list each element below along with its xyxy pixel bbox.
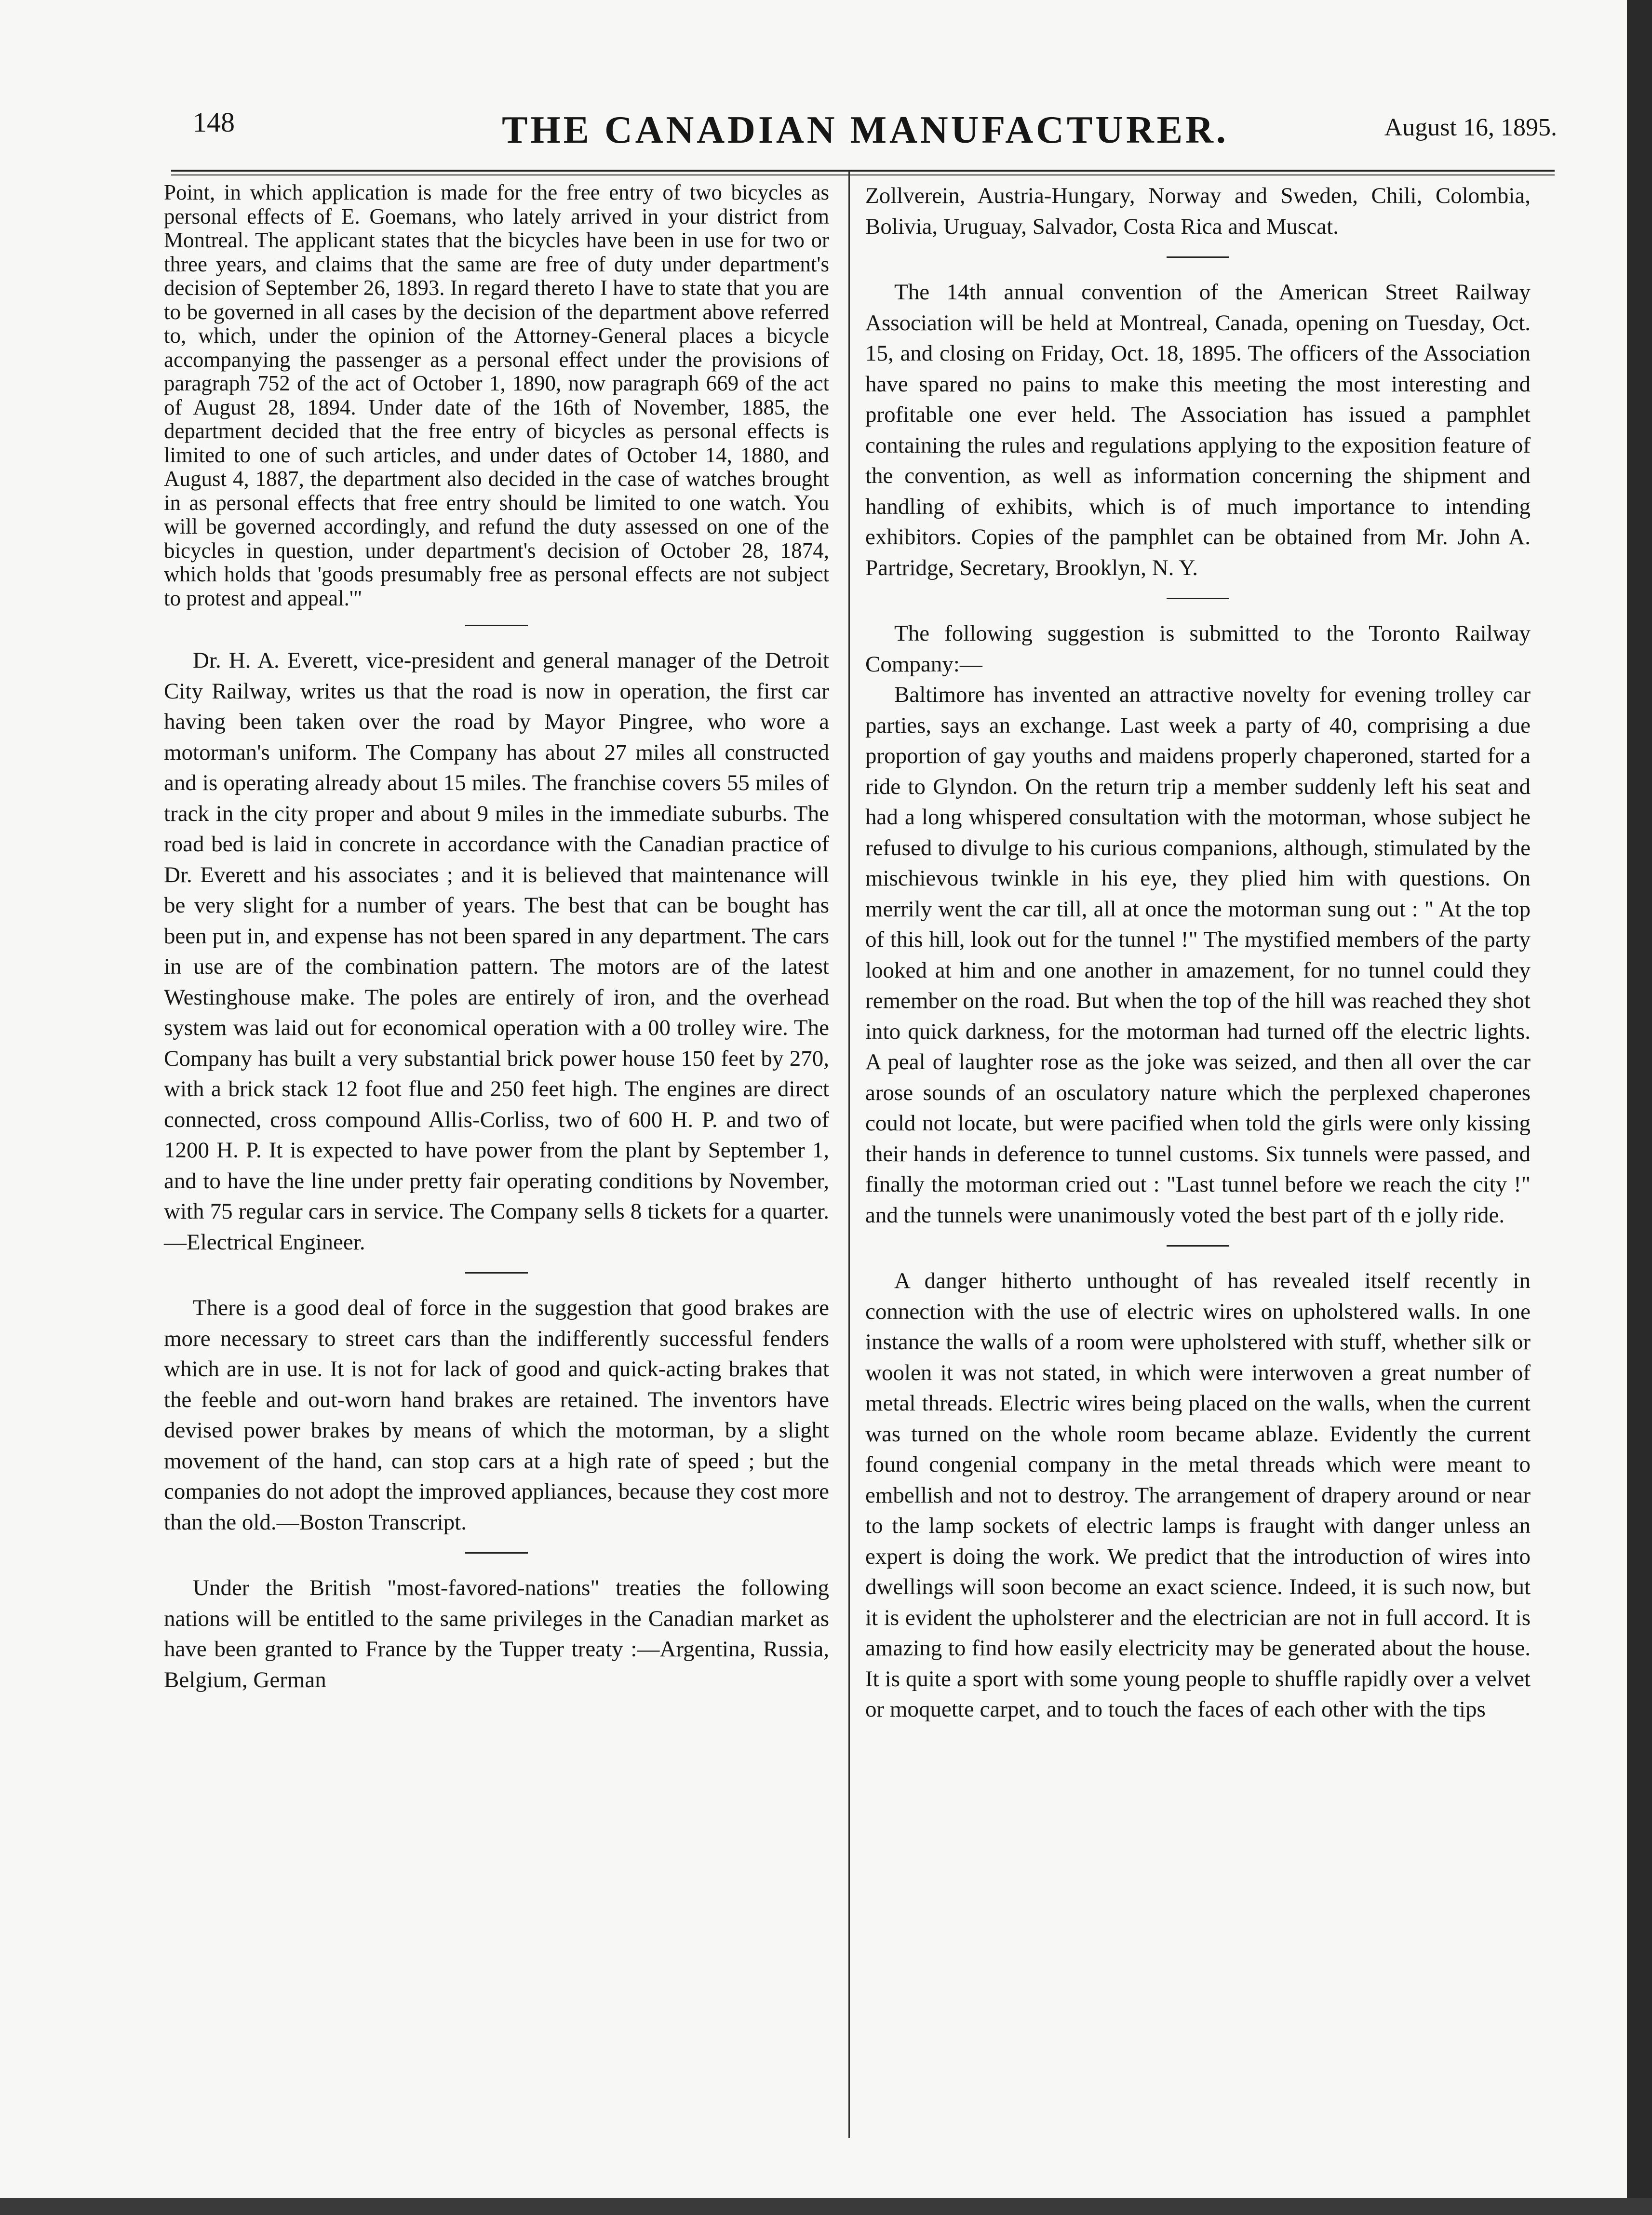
issue-date: August 16, 1895. [1384, 114, 1557, 141]
article-separator [1167, 598, 1229, 599]
article-separator [1167, 256, 1229, 258]
column-divider [848, 171, 850, 2138]
article-street-railway-convention: The 14th annual convention of the American Street Railway Association will be held at Montreal, Canada, opening on Tuesday, Oct. 15, and closing on Friday, Oct. 18, 1895. The officers of the Association have spared no pains to make this meeting the most interesting and profitable one ever held. The Association has issued a pamphlet containing the rules and regulations applying to the exposition feature of the convention, as well as information concerning the shipment and handling of exhibits, which is of much importance to intending exhibitors. Copies of the pamphlet can be obtained from Mr. John A. Partridge, Secretary, Brooklyn, N. Y. [865, 280, 1531, 580]
article-favored-nations: Under the British "most-favored-nations" treaties the following nations will be entitled to the same privileges in the Canadian market as have been granted to France by the Tupper treaty :—Argentina, Russia, Belgium, German [164, 1575, 829, 1692]
right-column [865, 181, 1531, 1725]
scan-edge-bottom [0, 2198, 1652, 2215]
article-trolley-tunnel: Baltimore has invented an attractive novelty for evening trolley car parties, says an exchange. Last week a party of 40, comprising a due proportion of gay youths and maidens properly chaperoned, started for a ride to Glyndon. On the return trip a member suddenly left his seat and had a long whispered consultation with the motorman, whose subject he refused to divulge to his curious companions, although, stimulated by the mischievous twinkle in his eye, they plied him with questions. On merrily went the car till, all at once the motorman sung out : " At the top of this hill, look out for the tunnel !" The mystified members of the party looked at him and one another in amazement, for no tunnel could they remember on the road. But when the top of the hill was reached they shot into quick darkness, for the motorman had turned off the electric lights. A peal of laughter rose as the joke was seized, and then all over the car arose sounds of an osculatory nature which the perplexed chaperones could not locate, but were pacified when told the girls were only kissing their hands in deference to tunnel customs. Six tunnels were passed, and finally the motorman cried out : "Last tunnel before we reach the city !" and the tunnels were unanimously voted the best part of th e jolly ride. [865, 682, 1531, 1228]
left-column [164, 181, 829, 1695]
page-header [174, 101, 1557, 159]
article-upholstered-walls: A danger hitherto unthought of has revealed itself recently in connection with the use of electric wires on upholstered walls. In one instance the walls of a room were upholstered with stuff, whether silk or woolen it was not stated, in which were interwoven a great number of metal threads. Electric wires being placed on the walls, when the current was turned on the whole room became ablaze. Evidently the current found congenial company in the metal threads which were meant to embellish and not to destroy. The arrangement of drapery around or near to the lamp sockets of electric lamps is fraught with danger unless an expert is doing the work. We predict that the introduction of wires into dwellings will soon become an exact science. Indeed, it is such now, but it is evident the upholsterer and the electrician are not in full accord. It is amazing to find how easily electricity may be generated about the house. It is quite a sport with some young people to shuffle rapidly over a velvet or moquette carpet, and to touch the faces of each other with the tips [865, 1268, 1531, 1722]
article-detroit-railway: Dr. H. A. Everett, vice-president and general manager of the Detroit City Railway, writes us that the road is now in operation, the first car having been taken over the road by Mayor Pingree, who wore a motorman's uniform. The Company has about 27 miles all constructed and is operating already about 15 miles. The franchise covers 55 miles of track in the city proper and about 9 miles in the immediate suburbs. The road bed is laid in concrete in accordance with the Canadian practice of Dr. Everett and his associates ; and it is believed that maintenance will be very slight for a number of years. The best that can be bought has been put in, and expense has not been spared in any department. The cars in use are of the combination pattern. The motors are of the latest Westinghouse make. The poles are entirely of iron, and the overhead system was laid out for economical operation with a 00 trolley wire. The Company has built a very substantial brick power house 150 feet by 270, with a brick stack 12 foot flue and 250 feet high. The engines are direct connected, cross compound Allis-Corliss, two of 600 H. P. and two of 1200 H. P. It is expected to have power from the plant by September 1, and to have the line under pretty fair operating conditions by November, with 75 regular cars in service. The Company sells 8 tickets for a quarter.—Electrical Engineer. [164, 648, 829, 1255]
article-separator [465, 1272, 528, 1274]
scan-edge-right [1627, 0, 1652, 2215]
masthead-title: THE CANADIAN MANUFACTURER. [502, 109, 1229, 151]
article-bicycle-duty: Point, in which application is made for the free entry of two bicycles as personal effects of E. Goemans, who lately arrived in your district from Montreal. The applicant states that the bicycles have been in use for two or three years, and claims that the same are free of duty under department's decision of September 26, 1893. In regard thereto I have to state that you are to be governed in all cases by the decision of the department above referred to, which, under the opinion of the Attorney-General places a bicycle accompanying the passenger as a personal effect under the provisions of paragraph 752 of the act of October 1, 1890, now paragraph 669 of the act of August 28, 1894. Under date of the 16th of November, 1885, the department decided that the free entry of bicycles as personal effects is limited to one of such articles, and under dates of October 14, 1880, and August 4, 1887, the department also decided in the case of watches brought in as personal effects that free entry should be limited to one watch. You will be governed accordingly, and refund the duty assessed on one of the bicycles in question, under department's decision of October 28, 1874, which holds that 'goods presumably free as personal effects are not subject to protest and appeal.'" [164, 180, 829, 610]
page-number: 148 [193, 107, 235, 138]
article-favored-nations-continued: Zollverein, Austria-Hungary, Norway and Sweden, Chili, Colombia, Bolivia, Uruguay, Salvador, Costa Rica and Muscat. [865, 183, 1531, 239]
article-separator [465, 625, 528, 626]
article-separator [465, 1552, 528, 1554]
article-toronto-suggestion-intro: The following suggestion is submitted to the Toronto Railway Company:— [865, 621, 1531, 677]
article-brakes: There is a good deal of force in the suggestion that good brakes are more necessary to street cars than the indifferently successful fenders which are in use. It is not for lack of good and quick-acting brakes that the feeble and out-worn hand brakes are retained. The inventors have devised power brakes by means of which the motorman, by a slight movement of the hand, can stop cars at a high rate of speed ; but the companies do not adopt the improved appliances, because they cost more than the old.—Boston Transcript. [164, 1295, 829, 1535]
article-separator [1167, 1245, 1229, 1247]
header-rule-top [171, 170, 1555, 172]
